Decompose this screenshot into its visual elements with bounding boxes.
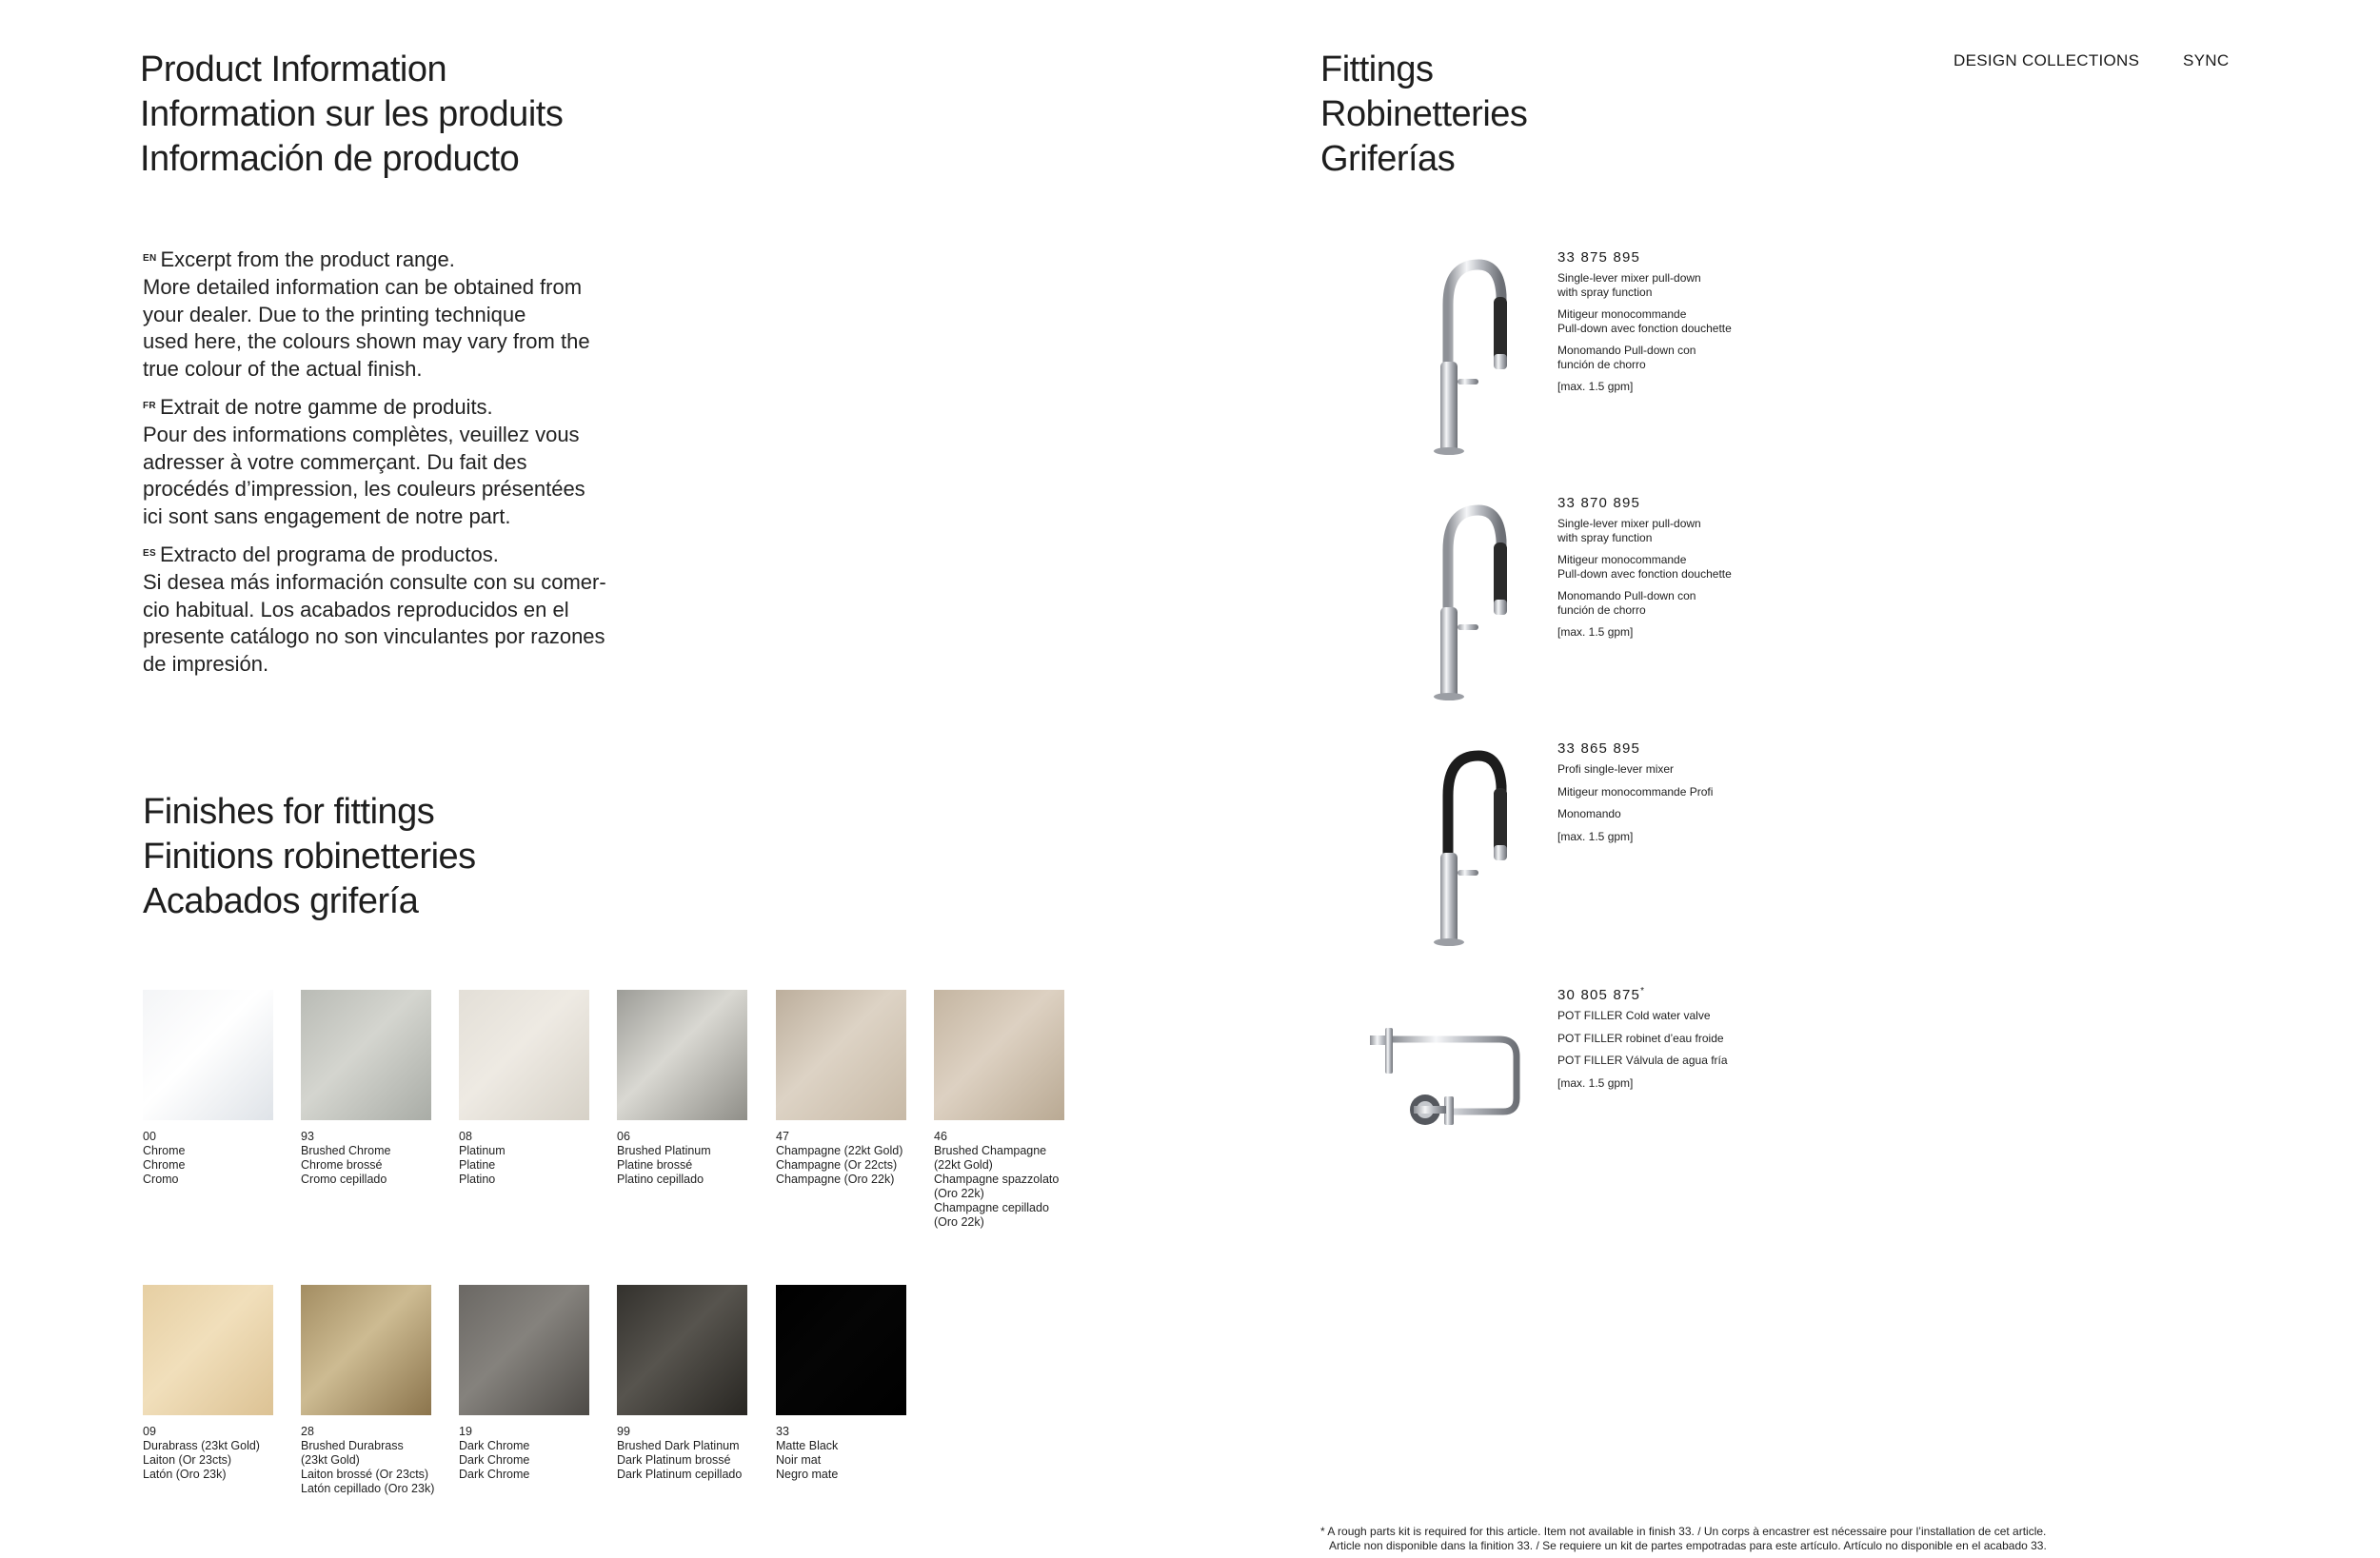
finish-code: 28 bbox=[301, 1425, 314, 1438]
footnote-line: * A rough parts kit is required for this article. Item not available in finish 33. / Un corps à encastrer est nécessaire pour l’installation de cet article. bbox=[1320, 1525, 2047, 1538]
product-description: Monomando Pull-down con función de chorro bbox=[1557, 344, 1696, 371]
product-description: Profi single-lever mixer bbox=[1557, 762, 1675, 776]
finish-name: Brushed Champagne bbox=[934, 1144, 1047, 1157]
product-description: [max. 1.5 gpm] bbox=[1557, 829, 1634, 843]
finish-swatch bbox=[459, 1285, 589, 1415]
pull-down-faucet-icon bbox=[1357, 247, 1547, 457]
intro-en bbox=[143, 246, 676, 384]
pull-down-faucet-icon-svg bbox=[1357, 493, 1547, 702]
finish-swatch bbox=[934, 990, 1064, 1120]
finish-name: Brushed Dark Platinum bbox=[617, 1439, 740, 1452]
footnote-line: Article non disponible dans la finition 33. / Se requiere un kit de partes empotradas para este artículo. Artículo no disponible en el acabado 33. bbox=[1329, 1539, 2047, 1552]
intro-en-text: Excerpt from the product range. More detailed information can be obtained from your dealer. Due to the printing technique used here, the colours shown may vary from the true colour of the actual finish. bbox=[143, 247, 590, 382]
finish-label bbox=[617, 1425, 774, 1482]
finish-label bbox=[776, 1130, 933, 1187]
finish-swatch bbox=[776, 1285, 906, 1415]
nav-design-collections[interactable]: DESIGN COLLECTIONS bbox=[1954, 51, 2140, 69]
finishes-heading-es: Acabados grifería bbox=[143, 881, 419, 921]
lang-tag-en: EN bbox=[143, 253, 157, 264]
product-code-text: 33 865 895 bbox=[1557, 740, 1641, 757]
finish-name: Champagne cepillado bbox=[934, 1201, 1049, 1214]
product-code bbox=[1557, 740, 1834, 757]
profi-faucet-icon bbox=[1357, 739, 1547, 948]
finish-name: Champagne (Or 22cts) bbox=[776, 1158, 898, 1172]
product-description: Single-lever mixer pull-down with spray function bbox=[1557, 271, 1701, 299]
product-code-text: 33 870 895 bbox=[1557, 495, 1641, 511]
finish-swatch bbox=[143, 1285, 273, 1415]
finish-code: 99 bbox=[617, 1425, 630, 1438]
heading-line-en: Product Information bbox=[140, 49, 447, 89]
heading-line-fr: Information sur les produits bbox=[140, 94, 564, 134]
fittings-heading bbox=[1320, 48, 1527, 182]
finish-name: (22kt Gold) bbox=[934, 1158, 993, 1172]
product-description: Monomando Pull-down con función de chorro bbox=[1557, 589, 1696, 617]
product-description: [max. 1.5 gpm] bbox=[1557, 625, 1634, 639]
product-description: Mitigeur monocommande Pull-down avec fonction douchette bbox=[1557, 553, 1732, 581]
finish-name: Chrome bbox=[143, 1158, 186, 1172]
finish-label bbox=[459, 1130, 616, 1187]
intro-fr-text: Extrait de notre gamme de produits. Pour des informations complètes, veuillez vous adresser à votre commerçant. Du fait des procédés d’impression, les couleurs présentées ici sont sans engagement de notre part. bbox=[143, 394, 585, 529]
finish-name: Platine bbox=[459, 1158, 496, 1172]
pull-down-faucet-icon-svg bbox=[1357, 247, 1547, 457]
finish-name: Dark Chrome bbox=[459, 1468, 530, 1481]
finish-name: Dark Chrome bbox=[459, 1453, 530, 1467]
finish-name: Brushed Platinum bbox=[617, 1144, 711, 1157]
finish-code: 00 bbox=[143, 1130, 156, 1143]
finish-name: (Oro 22k) bbox=[934, 1215, 984, 1229]
finish-name: Platinum bbox=[459, 1144, 506, 1157]
fittings-heading-es: Griferías bbox=[1320, 139, 1456, 179]
finish-label bbox=[617, 1130, 774, 1187]
product-info bbox=[1557, 740, 1834, 852]
finish-name: Platino cepillado bbox=[617, 1173, 704, 1186]
product-description: Mitigeur monocommande Pull-down avec fonction douchette bbox=[1557, 307, 1732, 335]
product-info bbox=[1557, 249, 1834, 403]
finish-name: Champagne (Oro 22k) bbox=[776, 1173, 895, 1186]
finish-name: Champagne (22kt Gold) bbox=[776, 1144, 903, 1157]
finish-name: Durabrass (23kt Gold) bbox=[143, 1439, 260, 1452]
finish-name: Dark Platinum brossé bbox=[617, 1453, 731, 1467]
finish-name: Platine brossé bbox=[617, 1158, 693, 1172]
fittings-heading-fr: Robinetteries bbox=[1320, 94, 1528, 134]
finish-name: Cromo bbox=[143, 1173, 179, 1186]
product-info bbox=[1557, 495, 1834, 648]
product-description: Single-lever mixer pull-down with spray function bbox=[1557, 517, 1701, 544]
finish-label bbox=[934, 1130, 1091, 1230]
fittings-heading-en: Fittings bbox=[1320, 49, 1434, 89]
product-code bbox=[1557, 249, 1834, 266]
heading-line-es: Información de producto bbox=[140, 139, 520, 179]
finish-name: Matte Black bbox=[776, 1439, 839, 1452]
finish-name: (23kt Gold) bbox=[301, 1453, 360, 1467]
finish-code: 09 bbox=[143, 1425, 156, 1438]
finish-code: 33 bbox=[776, 1425, 789, 1438]
finish-label bbox=[459, 1425, 616, 1482]
lang-tag-es: ES bbox=[143, 547, 156, 559]
finish-name: Negro mate bbox=[776, 1468, 839, 1481]
finish-name: Laiton brossé (Or 23cts) bbox=[301, 1468, 429, 1481]
pot-filler-icon-svg bbox=[1357, 984, 1547, 1193]
finish-code: 46 bbox=[934, 1130, 947, 1143]
finish-swatch bbox=[617, 990, 747, 1120]
lang-tag-fr: FR bbox=[143, 400, 156, 411]
intro-text bbox=[143, 246, 676, 688]
finish-code: 19 bbox=[459, 1425, 472, 1438]
product-description: [max. 1.5 gpm] bbox=[1557, 380, 1634, 393]
footnote bbox=[1320, 1525, 2272, 1553]
footnote-marker: * bbox=[1640, 986, 1646, 996]
finishes-heading-en: Finishes for fittings bbox=[143, 792, 435, 832]
product-description: POT FILLER robinet d’eau froide bbox=[1557, 1031, 1724, 1045]
finish-code: 93 bbox=[301, 1130, 314, 1143]
finish-name: Laiton (Or 23cts) bbox=[143, 1453, 232, 1467]
finishes-heading bbox=[143, 790, 476, 924]
finish-swatch bbox=[301, 1285, 431, 1415]
finish-code: 08 bbox=[459, 1130, 472, 1143]
nav-sync[interactable]: SYNC bbox=[2183, 51, 2230, 69]
finish-name: Brushed Chrome bbox=[301, 1144, 391, 1157]
finish-swatch bbox=[776, 990, 906, 1120]
finish-code: 06 bbox=[617, 1130, 630, 1143]
finish-name: Cromo cepillado bbox=[301, 1173, 387, 1186]
finish-name: Latón (Oro 23k) bbox=[143, 1468, 227, 1481]
product-description: POT FILLER Válvula de agua fría bbox=[1557, 1054, 1728, 1067]
product-code-text: 33 875 895 bbox=[1557, 249, 1641, 266]
product-description: POT FILLER Cold water valve bbox=[1557, 1009, 1711, 1022]
finish-swatch bbox=[143, 990, 273, 1120]
finish-name: Chrome brossé bbox=[301, 1158, 383, 1172]
pull-down-faucet-icon bbox=[1357, 493, 1547, 702]
finish-name: Chrome bbox=[143, 1144, 186, 1157]
finish-name: Dark Chrome bbox=[459, 1439, 530, 1452]
intro-fr bbox=[143, 393, 676, 531]
finish-code: 47 bbox=[776, 1130, 789, 1143]
finish-swatch bbox=[301, 990, 431, 1120]
pot-filler-icon bbox=[1357, 984, 1547, 1193]
finish-name: Noir mat bbox=[776, 1453, 822, 1467]
finish-name: Brushed Durabrass bbox=[301, 1439, 404, 1452]
product-code-text: 30 805 875 bbox=[1557, 987, 1641, 1003]
finish-name: Platino bbox=[459, 1173, 496, 1186]
finish-label bbox=[143, 1130, 300, 1187]
finishes-heading-fr: Finitions robinetteries bbox=[143, 837, 476, 877]
product-code bbox=[1557, 495, 1834, 511]
finish-swatch bbox=[459, 990, 589, 1120]
product-description: [max. 1.5 gpm] bbox=[1557, 1075, 1634, 1090]
finish-label bbox=[301, 1425, 458, 1496]
product-description: Monomando bbox=[1557, 807, 1621, 820]
profi-faucet-icon-svg bbox=[1357, 739, 1547, 948]
product-code bbox=[1557, 986, 1834, 1003]
finish-swatch bbox=[617, 1285, 747, 1415]
finish-name: Champagne spazzolato bbox=[934, 1173, 1060, 1186]
product-description: Mitigeur monocommande Profi bbox=[1557, 784, 1714, 799]
intro-es bbox=[143, 541, 676, 679]
finish-label bbox=[301, 1130, 458, 1187]
finish-label bbox=[143, 1425, 300, 1482]
product-information-heading bbox=[140, 48, 563, 182]
finish-name: (Oro 22k) bbox=[934, 1187, 984, 1200]
intro-es-text: Extracto del programa de productos. Si desea más información consulte con su comer- cio habitual. Los acabados reproducidos en el presente catálogo no son vinculantes por razones de impresión. bbox=[143, 542, 606, 677]
finish-label bbox=[776, 1425, 933, 1482]
product-info bbox=[1557, 986, 1834, 1098]
finish-name: Latón cepillado (Oro 23k) bbox=[301, 1482, 435, 1495]
finish-name: Dark Platinum cepillado bbox=[617, 1468, 743, 1481]
